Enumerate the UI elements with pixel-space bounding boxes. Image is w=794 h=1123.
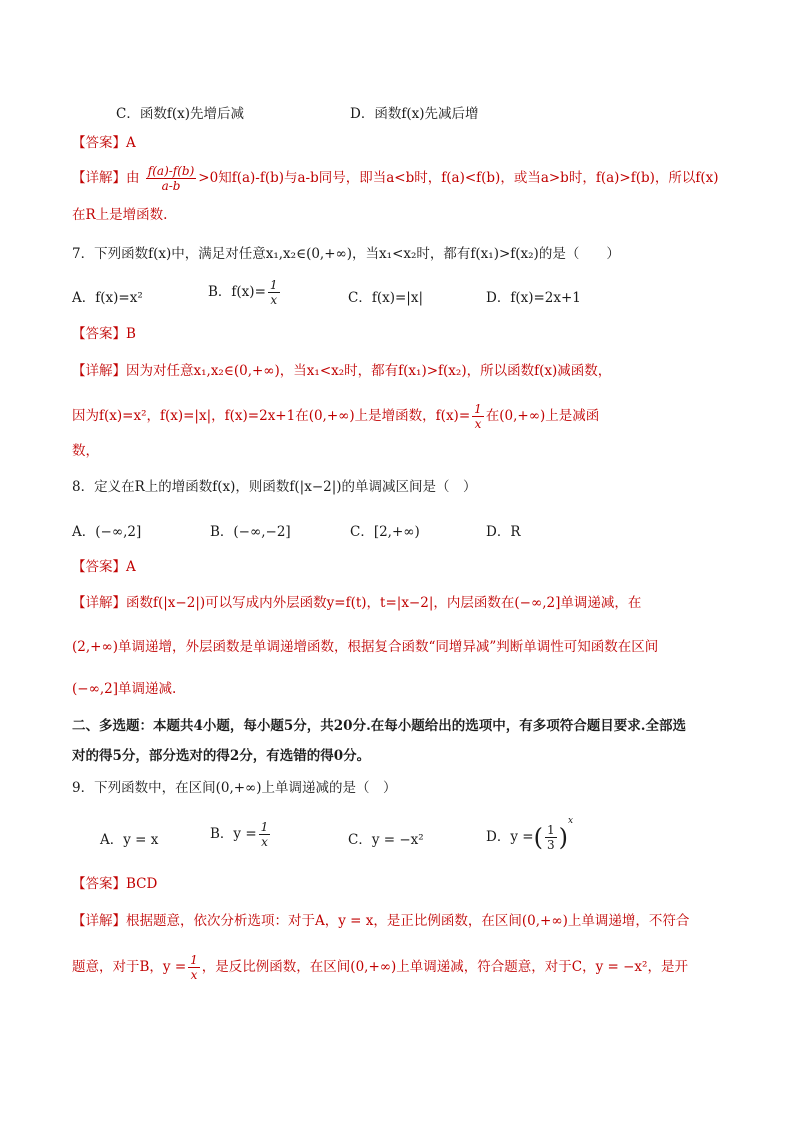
detail-tag: 【详解】 xyxy=(72,363,126,379)
q9-option-d xyxy=(486,816,573,852)
answer-value: BCD xyxy=(126,876,158,892)
fraction-numerator: 1 xyxy=(190,953,198,967)
answer-9 xyxy=(72,874,157,894)
detail-7-line2 xyxy=(72,402,599,431)
answer-value: B xyxy=(126,326,136,342)
fraction-denominator: x xyxy=(270,293,278,307)
q8-option-c: C．[2,+∞) xyxy=(350,524,420,540)
detail-7-line1-text: 因为对任意x₁,x₂∈(0,+∞)，当x₁<x₂时，都有f(x₁)>f(x₂)，所以函数f(x)减函数， xyxy=(126,363,612,379)
detail-8-line3: (−∞,2]单调递减. xyxy=(72,681,177,697)
q9-option-d-prefix: D．y = xyxy=(486,829,534,845)
q9-option-b-fraction xyxy=(259,820,271,849)
answer-8 xyxy=(72,557,136,577)
fraction-denominator: x xyxy=(261,835,268,849)
detail-8-line2: (2,+∞)单调递增，外层函数是单调递增函数，根据复合函数“同增异减”判断单调性可知函数在区间 xyxy=(72,639,659,655)
answer-tag: 【答案】 xyxy=(72,326,126,342)
q6-option-d: D．函数f(x)先减后增 xyxy=(350,106,479,122)
q9-option-d-fraction xyxy=(545,823,557,852)
question-7-stem: 7．下列函数f(x)中，满足对任意x₁,x₂∈(0,+∞)，当x₁<x₂时，都有f(x₁)>f(x₂)的是（ ） xyxy=(72,246,620,262)
detail-6-line2: 在R上是增函数. xyxy=(72,207,168,223)
detail-6-line1 xyxy=(72,164,719,193)
q6-option-c: C．函数f(x)先增后减 xyxy=(116,106,244,122)
fraction-numerator: f(a)-f(b) xyxy=(147,164,195,178)
section-2-heading-line1: 二、多选题：本题共4小题，每小题5分，共20分.在每小题给出的选项中，有多项符合题目要求.全部选 xyxy=(72,718,686,734)
left-paren: ( xyxy=(533,823,543,852)
fraction-denominator: x xyxy=(474,417,482,431)
detail-9-line2-post: ，是反比例函数，在区间(0,+∞)上单调递减，符合题意，对于C，y = −x²，是开 xyxy=(201,959,688,975)
q7-option-b-fraction xyxy=(268,278,280,307)
q7-option-b xyxy=(208,278,282,307)
q8-option-b: B．(−∞,−2] xyxy=(210,524,291,540)
detail-8-line1-text: 函数f(|x−2|)可以写成内外层函数y=f(t)，t=|x−2|，内层函数在(−∞,2]单调递减，在 xyxy=(126,595,642,611)
detail-tag: 【详解】 xyxy=(72,595,126,611)
detail-9-line1 xyxy=(72,911,689,931)
q7-option-b-prefix: B．f(x)= xyxy=(208,284,266,300)
q7-option-c: C．f(x)=|x| xyxy=(348,290,423,306)
question-9-stem: 9．下列函数中，在区间(0,+∞)上单调递减的是（ ） xyxy=(72,780,397,796)
detail-tag: 【详解】 xyxy=(72,913,126,929)
fraction-denominator: a-b xyxy=(161,179,181,193)
q9-option-c: C．y = −x² xyxy=(348,832,424,848)
q9-option-a: A．y = x xyxy=(100,832,159,848)
detail-9-line2 xyxy=(72,953,688,982)
exponent: x xyxy=(567,816,574,826)
detail-7-line1 xyxy=(72,361,611,381)
answer-6 xyxy=(72,133,136,153)
fraction-denominator: x xyxy=(190,968,198,982)
fraction-numerator: 1 xyxy=(474,402,482,416)
q8-option-d: D．R xyxy=(486,524,521,540)
detail-9-fraction xyxy=(188,953,200,982)
detail-9-line1-text: 根据题意，依次分析选项：对于A，y = x，是正比例函数，在区间(0,+∞)上单调递增，不符合 xyxy=(126,913,690,929)
detail-7-line3: 数， xyxy=(72,443,99,459)
fraction-numerator: 1 xyxy=(269,278,278,292)
detail-7-line2-post: 在(0,+∞)上是减函 xyxy=(485,408,600,424)
answer-tag: 【答案】 xyxy=(72,135,126,151)
detail-9-line2-pre: 题意，对于B，y = xyxy=(72,959,187,975)
detail-6-body: >0知f(a)-f(b)与a-b同号，即当a<b时，f(a)<f(b)，或当a>b时，f(a)>f(b)，所以f(x) xyxy=(198,170,719,186)
q9-option-b xyxy=(210,820,272,849)
detail-6-pre: 由 xyxy=(126,170,140,186)
q7-option-d: D．f(x)=2x+1 xyxy=(486,290,581,306)
answer-tag: 【答案】 xyxy=(72,876,126,892)
detail-7-fraction xyxy=(472,402,484,431)
answer-value: A xyxy=(126,559,136,575)
section-2-heading-line2: 对的得5分，部分选对的得2分，有选错的得0分。 xyxy=(72,748,371,764)
fraction-numerator: 1 xyxy=(260,820,269,834)
fraction-denominator: 3 xyxy=(546,838,555,852)
answer-value: A xyxy=(126,135,136,151)
q9-option-b-prefix: B．y = xyxy=(210,826,257,842)
detail-tag: 【详解】 xyxy=(72,170,126,186)
detail-6-fraction xyxy=(146,164,197,193)
right-paren: ) xyxy=(558,823,568,852)
answer-7 xyxy=(72,324,136,344)
question-8-stem: 8．定义在R上的增函数f(x)，则函数f(|x−2|)的单调减区间是（ ） xyxy=(72,479,477,495)
detail-8-line1 xyxy=(72,593,641,613)
answer-tag: 【答案】 xyxy=(72,559,126,575)
q8-option-a: A．(−∞,2] xyxy=(72,524,142,540)
detail-7-line2-pre: 因为f(x)=x²，f(x)=|x|，f(x)=2x+1在(0,+∞)上是增函数，f(x)= xyxy=(72,408,471,424)
q7-option-a: A．f(x)=x² xyxy=(72,290,143,306)
fraction-numerator: 1 xyxy=(546,823,555,837)
